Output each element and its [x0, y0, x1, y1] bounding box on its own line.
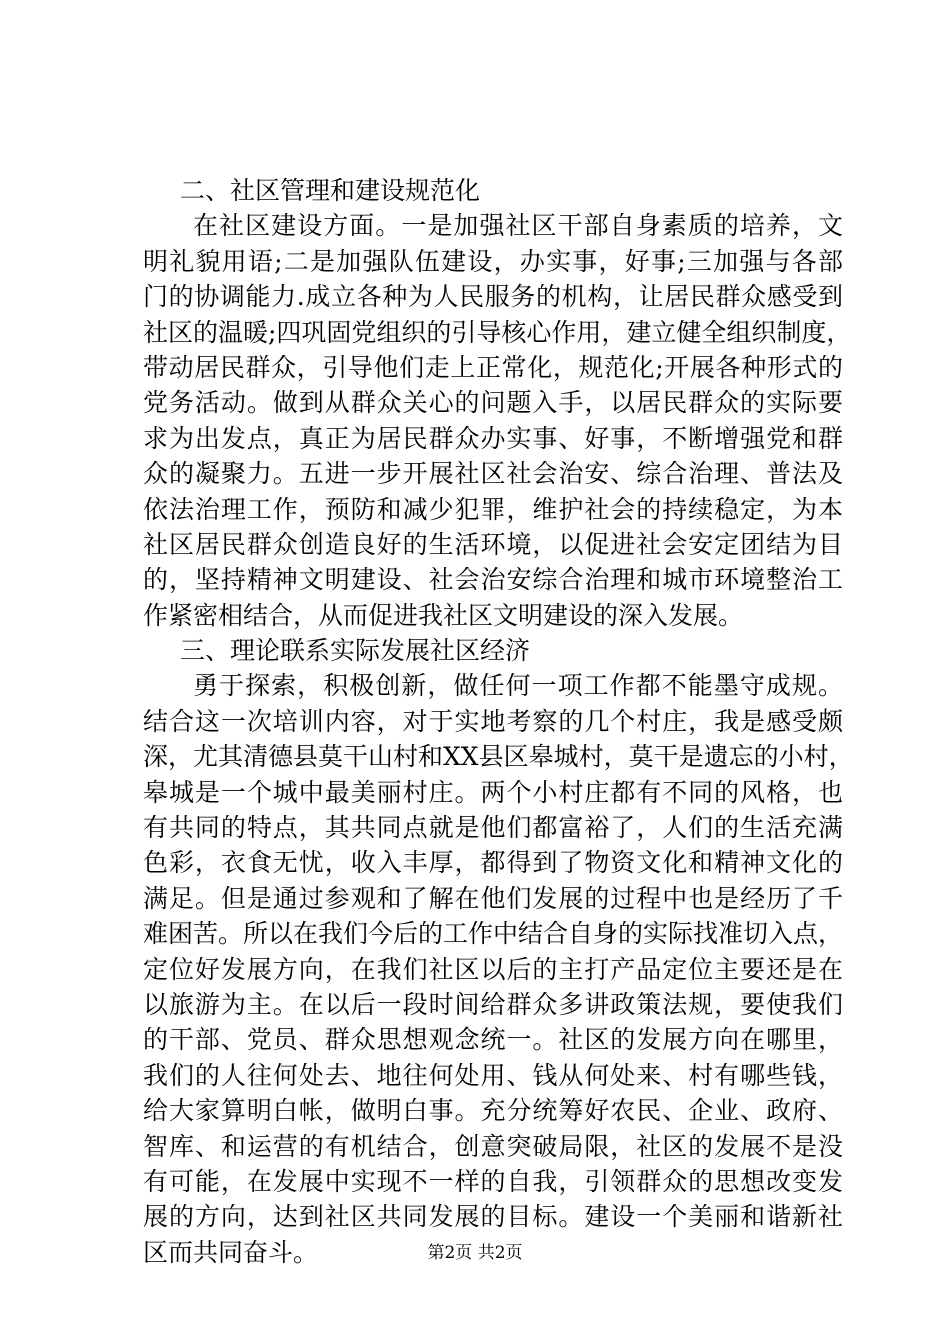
paragraph-line: 的干部、党员、群众思想观念统一。社区的发展方向在哪里， — [143, 1025, 843, 1055]
paragraph-line: 门的协调能力.成立各种为人民服务的机构，让居民群众感受到 — [143, 282, 843, 312]
paragraph-line: 区而共同奋斗。 — [143, 1237, 319, 1267]
paragraph-line: 以旅游为主。在以后一段时间给群众多讲政策法规，要使我们 — [143, 989, 843, 1019]
paragraph-line: 色彩，衣食无忧，收入丰厚，都得到了物资文化和精神文化的 — [143, 848, 843, 878]
paragraph-line: 众的凝聚力。五进一步开展社区社会治安、综合治理、普法及 — [143, 459, 843, 489]
paragraph-line: 勇于探索，积极创新，做任何一项工作都不能墨守成规。 — [193, 671, 843, 701]
section-heading: 三、理论联系实际发展社区经济 — [180, 636, 531, 666]
paragraph-line: 展的方向，达到社区共同发展的目标。建设一个美丽和谐新社 — [143, 1202, 843, 1232]
page-footer — [0, 1242, 950, 1264]
paragraph-line: 求为出发点，真正为居民群众办实事、好事，不断增强党和群 — [143, 423, 843, 453]
paragraph-line: 我们的人往何处去、地往何处用、钱从何处来、村有哪些钱， — [143, 1060, 843, 1090]
paragraph-line: 党务活动。做到从群众关心的问题入手，以居民群众的实际要 — [143, 388, 843, 418]
section-heading: 二、社区管理和建设规范化 — [180, 176, 481, 205]
page-number-label: 第2页 共2页 — [427, 1243, 523, 1263]
paragraph-line: 明礼貌用语;二是加强队伍建设，办实事，好事;三加强与各部 — [143, 246, 843, 276]
paragraph-line: 定位好发展方向，在我们社区以后的主打产品定位主要还是在 — [143, 954, 843, 984]
paragraph-line: 难困苦。所以在我们今后的工作中结合自身的实际找准切入点， — [143, 919, 844, 949]
paragraph-line: 作紧密相结合，从而促进我社区文明建设的深入发展。 — [143, 600, 744, 630]
paragraph-line: 皋城是一个城中最美丽村庄。两个小村庄都有不同的风格，也 — [143, 777, 843, 807]
paragraph-line: 智库、和运营的有机结合，创意突破局限，社区的发展不是没 — [143, 1131, 843, 1161]
paragraph-line: 深，尤其清德县莫干山村和XX县区皋城村，莫干是遗忘的小村， — [143, 742, 854, 772]
paragraph-line: 给大家算明白帐，做明白事。充分统筹好农民、企业、政府、 — [143, 1096, 843, 1126]
paragraph-line: 有可能，在发展中实现不一样的自我，引领群众的思想改变发 — [143, 1166, 843, 1196]
paragraph-line: 的，坚持精神文明建设、社会治安综合治理和城市环境整治工 — [143, 565, 843, 595]
paragraph-line: 在社区建设方面。一是加强社区干部自身素质的培养，文 — [193, 211, 843, 241]
paragraph-line: 结合这一次培训内容，对于实地考察的几个村庄，我是感受颇 — [143, 706, 843, 736]
paragraph-line: 依法治理工作，预防和减少犯罪，维护社会的持续稳定，为本 — [143, 494, 843, 524]
paragraph-line: 社区居民群众创造良好的生活环境，以促进社会安定团结为目 — [143, 529, 843, 559]
paragraph-line: 满足。但是通过参观和了解在他们发展的过程中也是经历了千 — [143, 883, 843, 913]
paragraph-line: 社区的温暖;四巩固党组织的引导核心作用，建立健全组织制度， — [143, 317, 852, 347]
paragraph-line: 有共同的特点，其共同点就是他们都富裕了，人们的生活充满 — [143, 813, 843, 843]
paragraph-line: 带动居民群众，引导他们走上正常化，规范化;开展各种形式的 — [143, 352, 843, 382]
document-body — [143, 173, 854, 1270]
